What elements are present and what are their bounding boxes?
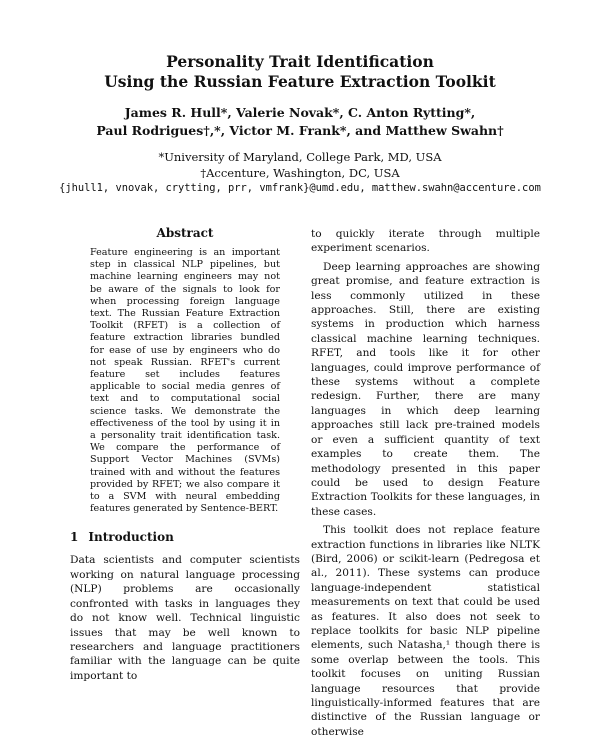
intro-paragraph-3: This toolkit does not replace feature extraction functions in libraries like NLTK (Bird, 2006) or scikit-learn (Pedregosa et al., 2011). These systems can produce language-independent statistical measurements on text that could be used as features. It also does not seek to replace toolkits for basic NLP pipeline elements, such Natasha,¹ though there is some overlap between the tools. This toolkit focuses on uniting Russian language resources that provide linguistically-informed features that are distinctive of the Russian language or otherwise <box>311 524 540 738</box>
title-line-1: Personality Trait Identification <box>166 52 434 71</box>
paper-title <box>0 52 600 92</box>
affiliation-umd: *University of Maryland, College Park, MD, USA <box>158 150 442 164</box>
author-emails: {jhull1, vnovak, crytting, prr, vmfrank}@umd.edu, matthew.swahn@accenture.com <box>59 182 541 194</box>
affiliation-accenture: †Accenture, Washington, DC, USA <box>200 165 400 180</box>
abstract-text: Feature engineering is an important step in classical NLP pipelines, but machine learning engineers may not be aware of the signals to look for when processing foreign language text. The Russian Feature Extraction Toolkit (RFET) is a collection of feature extraction libraries bundled for ease of use by engineers who do not speak Russian. RFET's current feature set includes features applicable to social media genres of text and to computational social science tasks. We demonstrate the effectiveness of the tool by using it in a personality trait identification task. We compare the performance of Support Vector Machines (SVMs) trained with and without the features provided by RFET; we also compare it to a SVM with neural embedding features generated by Sentence-BERT. <box>90 247 280 515</box>
right-column <box>311 227 540 739</box>
author-list <box>0 104 600 140</box>
section-title: Introduction <box>88 530 174 545</box>
left-column <box>70 224 300 683</box>
abstract-heading: Abstract <box>156 226 214 240</box>
intro-paragraph-1-continued: to quickly iterate through multiple experiment scenarios. <box>311 228 540 255</box>
section-heading-introduction <box>70 529 300 545</box>
section-number: 1 <box>70 530 79 545</box>
title-block <box>0 52 600 196</box>
authors-line-1: James R. Hull*, Valerie Novak*, C. Anton Rytting*, <box>124 105 476 120</box>
intro-paragraph-1: Data scientists and computer scientists working on natural language processing (NLP) problems are occasionally confronted with tasks in languages they do not know well. Technical linguistic issues that may be well known to researchers and language practitioners familiar with the language can be quite important to <box>70 554 300 682</box>
title-line-2: Using the Russian Feature Extraction Toolkit <box>104 72 496 91</box>
intro-paragraph-2: Deep learning approaches are showing great promise, and feature extraction is less commonly utilized in these approaches. Still, there are existing systems in production which harness classical machine learning techniques. RFET, and tools like it for other languages, could improve performance of these systems without a complete redesign. Further, there are many languages in which deep learning approaches still lack pre-trained models or even a sufficient quantity of text examples to create them. The methodology presented in this paper could be used to design Feature Extraction Toolkits for these languages, in these cases. <box>311 260 540 518</box>
authors-line-2: Paul Rodrigues†,*, Victor M. Frank*, and Matthew Swahn† <box>96 123 504 138</box>
affiliations <box>0 150 600 196</box>
